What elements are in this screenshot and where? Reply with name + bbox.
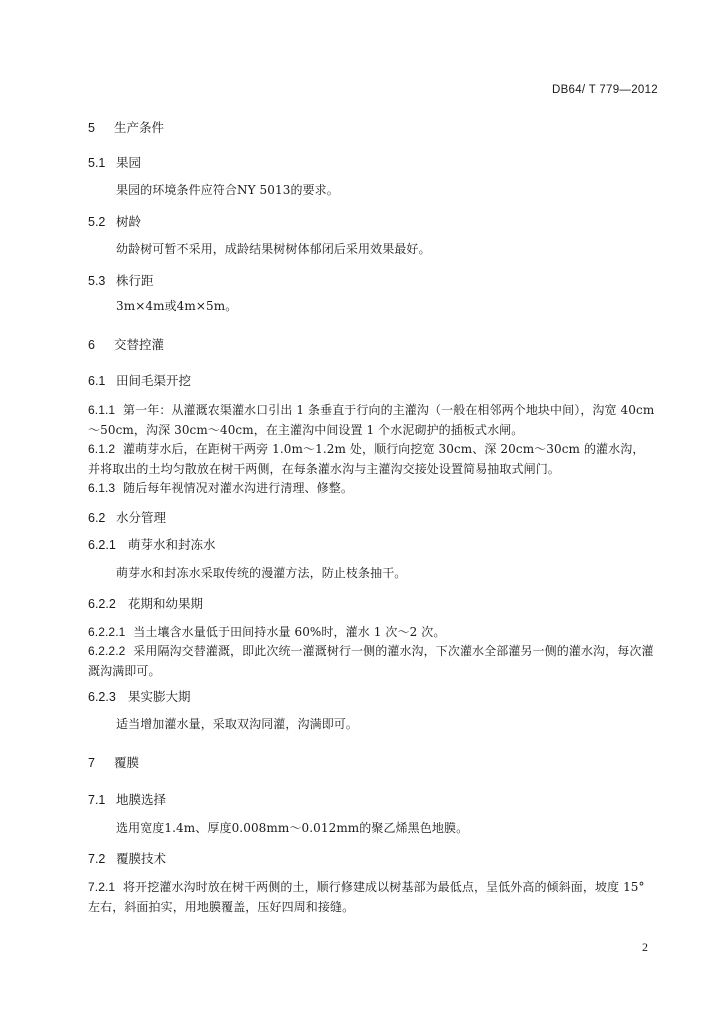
section-heading-6-2-2 — [88, 596, 203, 612]
section-title: 萌芽水和封冻水 — [128, 537, 216, 552]
paragraph-6-2-1: 萌芽水和封冻水采取传统的漫灌方法，防止枝条抽干。 — [116, 566, 407, 580]
section-title: 水分管理 — [116, 510, 167, 525]
section-heading-6-2-1 — [88, 537, 216, 553]
clause-text: 当土壤含水量低于田间持水量 60%时，灌水 1 次～2 次。 — [133, 625, 446, 639]
section-title: 果园 — [116, 155, 142, 170]
clause-7-2-1 — [88, 877, 656, 917]
paragraph-5-1: 果园的环境条件应符合NY 5013的要求。 — [116, 183, 339, 197]
page-number: 2 — [642, 940, 648, 954]
section-title: 地膜选择 — [116, 792, 167, 807]
section-title: 株行距 — [116, 273, 154, 288]
clause-text: 第一年：从灌溉农渠灌水口引出 1 条垂直于行向的主灌沟（一般在相邻两个地块中间），沟宽 40cm～50cm，沟深 30cm～40cm，在主灌沟中间设置 1 个水泥砌护的插板式水闸。 — [88, 403, 655, 437]
clause-6-1-1 — [88, 400, 656, 440]
section-heading-6 — [88, 337, 164, 353]
clause-text: 将开挖灌水沟时放在树干两侧的土，顺行修建成以树基部为最低点，呈低外高的倾斜面，坡度 15° 左右，斜面拍实，用地膜覆盖，压好四周和接缝。 — [88, 880, 645, 914]
section-number: 7 — [88, 756, 95, 770]
clause-number: 6.1.2 — [88, 442, 116, 456]
section-title: 覆膜技术 — [116, 851, 167, 866]
section-number: 6.2.1 — [88, 538, 116, 552]
clause-number: 7.2.1 — [88, 880, 116, 894]
section-title: 果实膨大期 — [128, 689, 191, 704]
section-heading-5-2 — [88, 214, 141, 230]
section-title: 覆膜 — [114, 755, 140, 770]
section-heading-6-1 — [88, 373, 191, 389]
clause-text: 采用隔沟交替灌溉，即此次统一灌溉树行一侧的灌水沟，下次灌水全部灌另一侧的灌水沟，每次灌溉沟满即可。 — [88, 644, 654, 678]
section-number: 5.1 — [88, 156, 106, 170]
section-number: 6 — [88, 338, 95, 352]
clause-number: 6.1.3 — [88, 481, 116, 495]
section-heading-5-1 — [88, 155, 141, 171]
section-number: 5.2 — [88, 215, 106, 229]
clause-6-1-3 — [88, 478, 656, 498]
paragraph-5-3: 3m×4m或4m×5m。 — [116, 299, 238, 313]
clause-text: 灌萌芽水后，在距树干两旁 1.0m～1.2m 处，顺行向挖宽 30cm、深 20cm～30cm 的灌水沟，并将取出的土均匀散放在树干两侧，在每条灌水沟与主灌沟交接处设置简易抽取式闸门。 — [88, 442, 645, 476]
section-number: 6.1 — [88, 374, 106, 388]
section-heading-5-3 — [88, 273, 154, 289]
section-title: 生产条件 — [114, 120, 165, 135]
standard-code: DB64/ T 779—2012 — [551, 84, 658, 96]
section-number: 7.2 — [88, 852, 106, 866]
clause-6-2-2-2 — [88, 641, 656, 681]
section-number: 6.2.2 — [88, 597, 116, 611]
section-title: 树龄 — [116, 214, 142, 229]
section-heading-6-2-3 — [88, 689, 191, 705]
section-number: 6.2.3 — [88, 690, 116, 704]
section-heading-7-1 — [88, 792, 166, 808]
section-heading-5 — [88, 120, 164, 136]
clause-6-2-2-1 — [88, 622, 656, 642]
paragraph-6-2-3: 适当增加灌水量，采取双沟同灌，沟满即可。 — [116, 717, 359, 731]
section-number: 7.1 — [88, 793, 106, 807]
clause-6-1-2 — [88, 439, 656, 479]
clause-number: 6.2.2.2 — [88, 644, 126, 658]
clause-text: 随后每年视情况对灌水沟进行清理、修整。 — [123, 481, 353, 495]
section-title: 田间毛渠开挖 — [116, 373, 192, 388]
clause-number: 6.1.1 — [88, 403, 116, 417]
section-heading-7 — [88, 755, 139, 771]
section-number: 6.2 — [88, 511, 106, 525]
section-title: 交替控灌 — [114, 337, 165, 352]
clause-number: 6.2.2.1 — [88, 625, 126, 639]
section-number: 5.3 — [88, 274, 106, 288]
section-title: 花期和幼果期 — [128, 596, 204, 611]
section-heading-7-2 — [88, 851, 166, 867]
paragraph-7-1: 选用宽度1.4m、厚度0.008mm～0.012mm的聚乙烯黑色地膜。 — [116, 821, 469, 835]
section-number: 5 — [88, 121, 95, 135]
section-heading-6-2 — [88, 510, 166, 526]
paragraph-5-2: 幼龄树可暂不采用，成龄结果树树体郁闭后采用效果最好。 — [116, 242, 431, 256]
